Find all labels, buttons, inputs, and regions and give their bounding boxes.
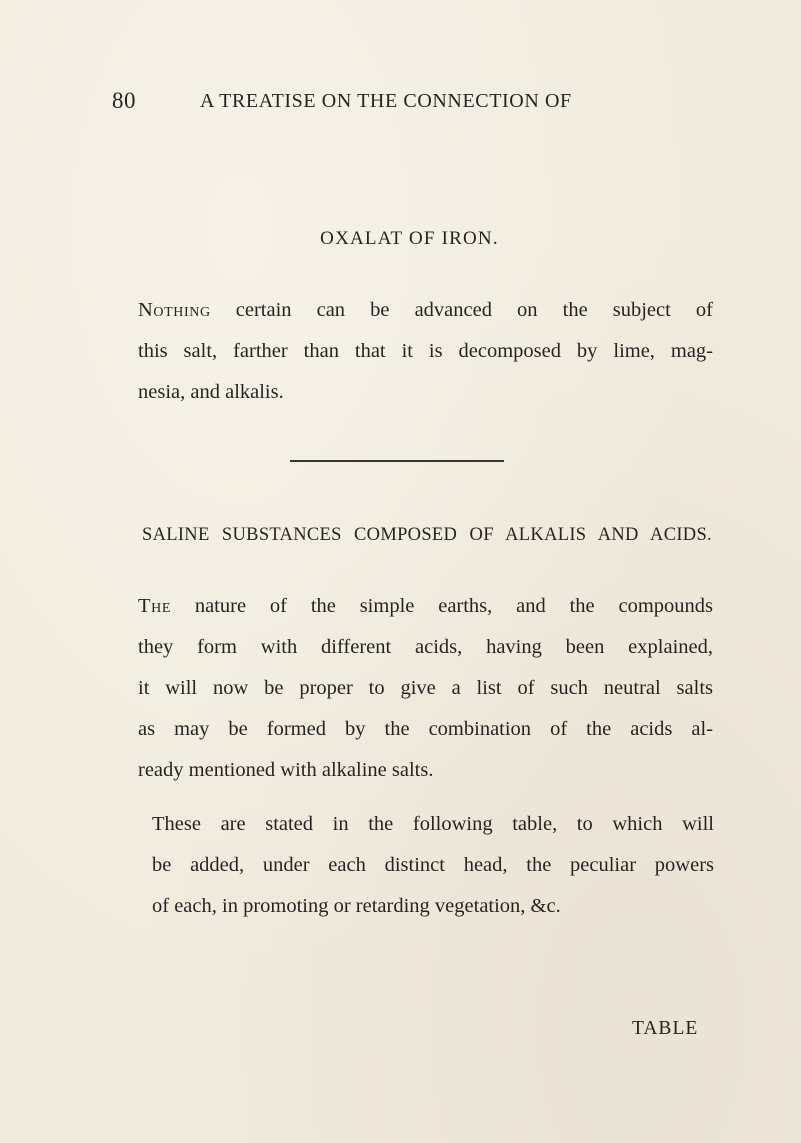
text-line: of each, in promoting or retarding vegetation, &c. <box>152 895 561 917</box>
text-line: they form with different acids, having been explained, <box>138 636 713 658</box>
text-line <box>138 586 713 627</box>
section-title <box>0 228 801 250</box>
section-title-text: OXALAT OF IRON. <box>320 228 499 249</box>
text-line: nesia, and alkalis. <box>138 381 284 403</box>
running-head <box>112 88 741 118</box>
text-line: it will now be proper to give a list of such neutral salts <box>138 677 713 699</box>
text-line: ready mentioned with alkaline salts. <box>138 759 434 781</box>
paragraph-nature <box>138 586 713 791</box>
paragraph-lead-word: The <box>138 595 171 617</box>
text-line: this salt, farther than that it is decomposed by lime, mag- <box>138 340 713 362</box>
text-line: These are stated in the following table, to which will <box>152 813 714 835</box>
paragraph-table-intro <box>152 804 714 927</box>
text-line: be added, under each distinct head, the peculiar powers <box>152 854 714 876</box>
catchword: TABLE <box>632 1018 699 1039</box>
running-title: A TREATISE ON THE CONNECTION OF <box>200 90 572 112</box>
line-text: nature of the simple earths, and the compounds <box>170 595 713 617</box>
text-line: as may be formed by the combination of the acids al- <box>138 718 713 740</box>
paragraph-oxalat <box>138 290 713 413</box>
section-divider <box>290 460 504 462</box>
page-number: 80 <box>112 88 136 113</box>
paragraph-lead-word: Nothing <box>138 299 211 321</box>
text-line <box>138 290 713 331</box>
subsection-title: SALINE SUBSTANCES COMPOSED OF ALKALIS AND ACIDS. <box>142 525 712 545</box>
line-text: certain can be advanced on the subject of <box>210 299 713 321</box>
